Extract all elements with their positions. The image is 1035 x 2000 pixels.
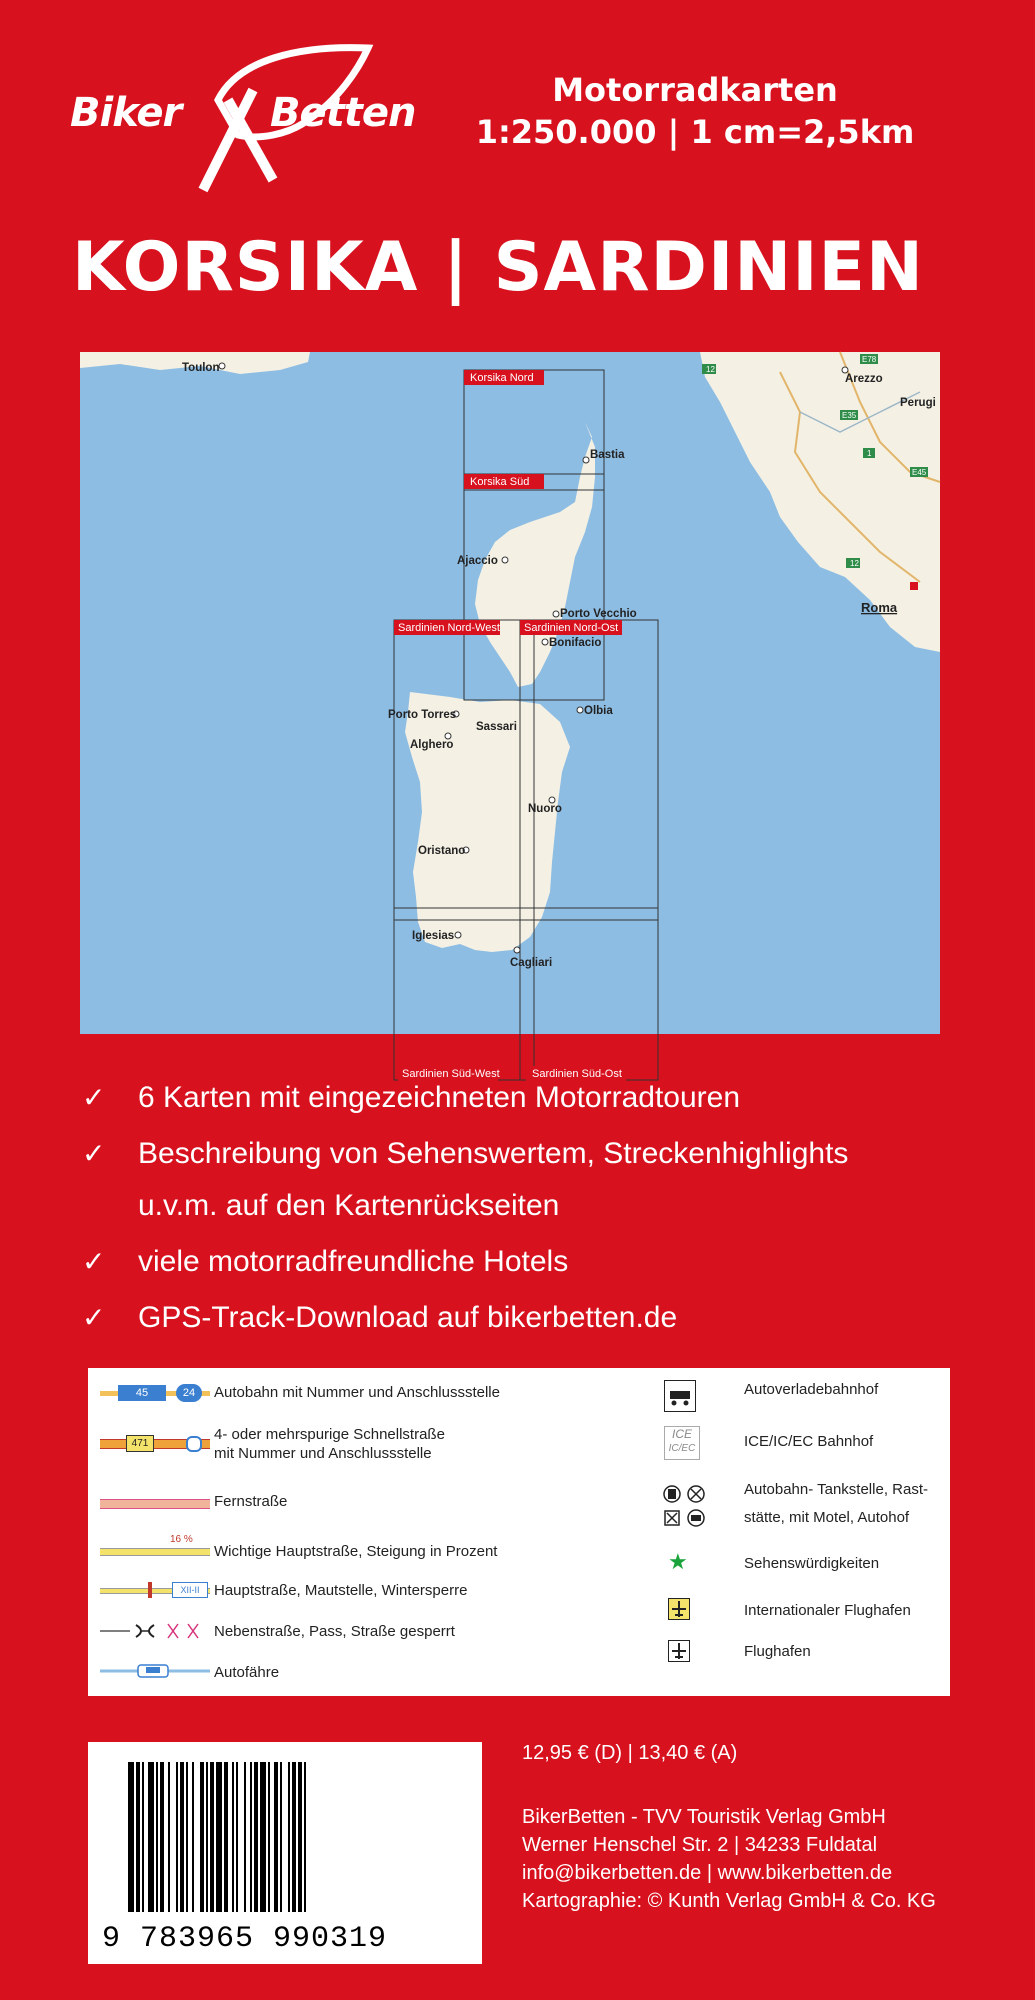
sheet-tag-sardinien-sw: Sardinien Süd-West	[402, 1068, 500, 1080]
publisher-credits: Kartographie: © Kunth Verlag GmbH & Co. KG	[522, 1890, 936, 1912]
city-sassari: Sassari	[476, 721, 517, 733]
barcode-bar	[236, 1762, 238, 1912]
legend-label: Autobahn mit Nummer und Anschlussstelle	[214, 1384, 500, 1401]
barcode-bar	[232, 1762, 234, 1912]
sheet-tag-korsika-sued: Korsika Süd	[470, 476, 530, 488]
barcode-bar	[200, 1762, 204, 1912]
city-cagliari: Cagliari	[510, 957, 553, 969]
barcode-bar	[224, 1762, 228, 1912]
barcode-bar	[304, 1762, 306, 1912]
barcode	[88, 1742, 482, 1964]
barcode-bar	[260, 1762, 266, 1912]
city-olbia: Olbia	[584, 705, 613, 717]
barcode-bar	[268, 1762, 270, 1912]
barcode-bar	[280, 1762, 282, 1912]
check-icon: ✓	[82, 1302, 106, 1333]
price: 12,95 € (D) | 13,40 € (A)	[522, 1742, 738, 1764]
legend-label: Autofähre	[214, 1664, 280, 1681]
barcode-bar	[292, 1762, 296, 1912]
page-title: KORSIKA | SARDINIEN	[72, 228, 924, 307]
legend-label: Internationaler Flughafen	[744, 1602, 911, 1619]
legend-label: 4- oder mehrspurige Schnellstraße	[214, 1426, 445, 1443]
legend-label: Fernstraße	[214, 1493, 288, 1510]
barcode-bar	[176, 1762, 178, 1912]
car-train-icon	[664, 1380, 696, 1412]
check-icon: ✓	[82, 1082, 106, 1113]
legend-label: Nebenstraße, Pass, Straße gesperrt	[214, 1623, 455, 1640]
nebenstrasse-symbol	[100, 1622, 210, 1640]
publisher-info	[522, 1742, 1002, 1915]
barcode-bar	[274, 1762, 278, 1912]
legend-label: ICE/IC/EC Bahnhof	[744, 1433, 874, 1450]
city-alghero: Alghero	[410, 739, 454, 751]
road-12: 12	[706, 365, 715, 374]
service-area-icon	[662, 1484, 708, 1530]
star-icon: ★	[668, 1550, 688, 1575]
check-icon: ✓	[82, 1246, 106, 1277]
scale-title: Motorradkarten	[552, 71, 838, 109]
city-porto-vecchio: Porto Vecchio	[560, 608, 637, 620]
sheet-tag-sardinien-so: Sardinien Süd-Ost	[532, 1068, 622, 1080]
city-oristano: Oristano	[418, 845, 466, 857]
international-airport-icon	[668, 1598, 690, 1620]
feature-item: ✓ 6 Karten mit eingezeichneten Motorradtouren	[82, 1070, 982, 1126]
barcode-bar	[206, 1762, 208, 1912]
logo-word-betten: Betten	[270, 90, 416, 136]
road-e78: E78	[862, 355, 877, 364]
barcode-bar	[210, 1762, 214, 1912]
legend-label: Flughafen	[744, 1643, 811, 1660]
mautstelle-symbol: XII-II	[100, 1582, 210, 1598]
barcode-bar	[250, 1762, 252, 1912]
hauptstrasse-symbol: 16 %	[100, 1534, 210, 1556]
airport-icon	[668, 1640, 690, 1662]
barcode-bar	[148, 1762, 154, 1912]
logo-word-biker: Biker	[70, 90, 182, 136]
publisher-contact: info@bikerbetten.de | www.bikerbetten.de	[522, 1862, 893, 1884]
schnellstrasse-symbol: 471	[100, 1434, 210, 1452]
feature-item-continued: u.v.m. auf den Kartenrückseiten	[138, 1189, 560, 1222]
barcode-bars	[128, 1762, 458, 1922]
feature-item: ✓ GPS-Track-Download auf bikerbetten.de	[82, 1290, 982, 1346]
legend-label: Autobahn- Tankstelle, Rast-	[744, 1481, 928, 1498]
city-ajaccio: Ajaccio	[457, 555, 498, 567]
legend-label: Hauptstraße, Mautstelle, Wintersperre	[214, 1582, 468, 1599]
legend-label: Sehenswürdigkeiten	[744, 1555, 880, 1572]
fernstrasse-symbol	[100, 1499, 210, 1509]
road-1: 1	[867, 449, 872, 458]
ferry-symbol	[100, 1662, 210, 1680]
publisher-address: Werner Henschel Str. 2 | 34233 Fuldatal	[522, 1834, 878, 1856]
barcode-bar	[288, 1762, 290, 1912]
city-bonifacio: Bonifacio	[549, 637, 602, 649]
barcode-bar	[168, 1762, 170, 1912]
city-perugia: Perugi	[900, 397, 936, 409]
sheet-tag-sardinien-nw: Sardinien Nord-West	[398, 622, 500, 634]
feature-item: ✓ viele motorradfreundliche Hotels	[82, 1234, 982, 1290]
autobahn-symbol: 45 24	[100, 1384, 210, 1402]
legend-label: mit Nummer und Anschlussstelle	[214, 1445, 432, 1462]
barcode-bar	[298, 1762, 302, 1912]
map-legend	[88, 1368, 950, 1696]
city-toulon: Toulon	[182, 362, 220, 374]
barcode-bar	[160, 1762, 164, 1912]
city-iglesias: Iglesias	[412, 930, 455, 942]
ice-station-icon: ICE IC/EC	[664, 1426, 700, 1460]
publisher-name: BikerBetten - TVV Touristik Verlag GmbH	[522, 1806, 886, 1828]
barcode-number: 9 783965 990319	[102, 1922, 388, 1956]
feature-item: ✓ Beschreibung von Sehenswertem, Streckenhighlights	[82, 1126, 982, 1182]
barcode-bar	[216, 1762, 222, 1912]
barcode-bar	[244, 1762, 246, 1912]
barcode-bar	[180, 1762, 184, 1912]
barcode-bar	[142, 1762, 144, 1912]
barcode-bar	[136, 1762, 140, 1912]
city-bastia: Bastia	[590, 449, 625, 461]
legend-label: Wichtige Hauptstraße, Steigung in Prozent	[214, 1543, 498, 1560]
road-12b: 12	[850, 559, 859, 568]
check-icon: ✓	[82, 1138, 106, 1169]
sheet-tag-korsika-nord: Korsika Nord	[470, 372, 534, 384]
scale-subtitle: 1:250.000 | 1 cm=2,5km	[475, 113, 915, 151]
city-nuoro: Nuoro	[528, 803, 562, 815]
overview-map-graphic	[80, 352, 940, 1080]
feature-list	[82, 1070, 982, 1346]
legend-label: stätte, mit Motel, Autohof	[744, 1509, 910, 1526]
city-roma: Roma	[861, 600, 898, 615]
legend-label: Autoverladebahnhof	[744, 1381, 879, 1398]
city-porto-torres: Porto Torres	[388, 709, 457, 721]
city-arezzo: Arezzo	[845, 373, 883, 385]
sheet-frame-sardinien-so	[520, 908, 658, 1080]
barcode-bar	[254, 1762, 258, 1912]
barcode-bar	[186, 1762, 188, 1912]
scale-block	[460, 70, 930, 154]
overview-map	[80, 352, 940, 1080]
barcode-bar	[128, 1762, 134, 1912]
road-e35: E35	[842, 411, 857, 420]
road-e45: E45	[912, 468, 927, 477]
barcode-bar	[192, 1762, 194, 1912]
barcode-bar	[156, 1762, 158, 1912]
sheet-tag-sardinien-no: Sardinien Nord-Ost	[524, 622, 619, 634]
